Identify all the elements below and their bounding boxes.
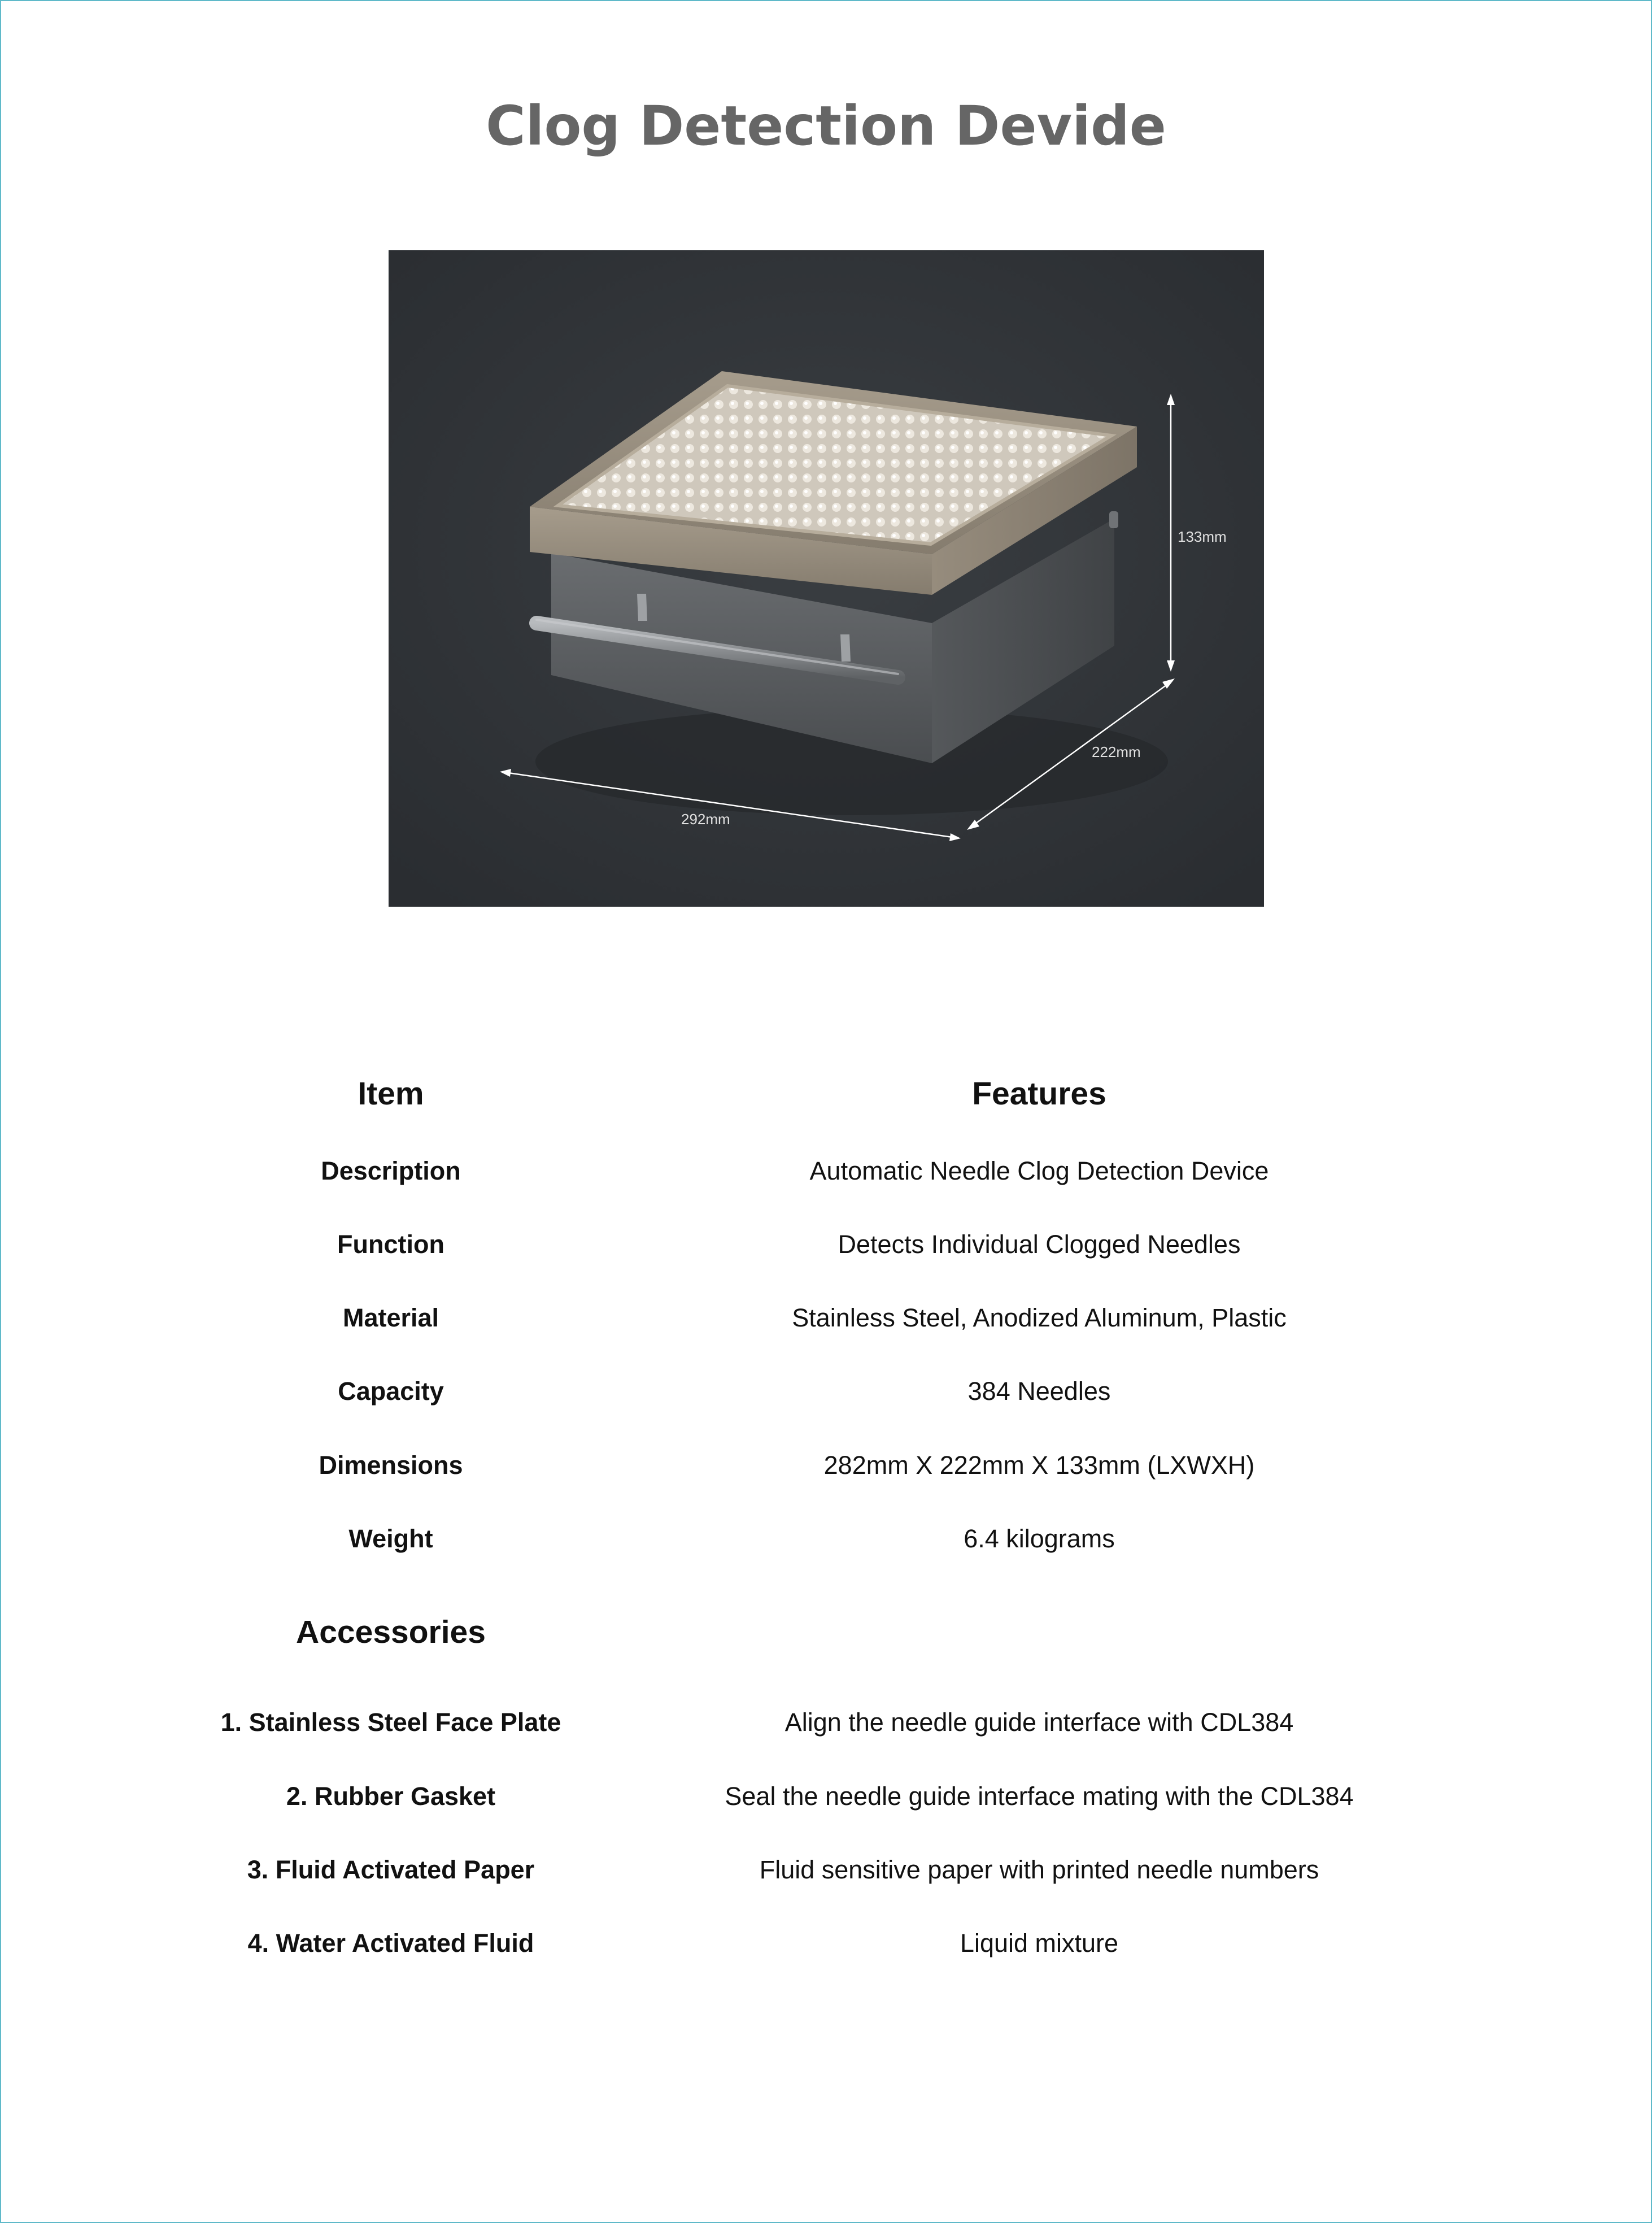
accessory-item: 1. Stainless Steel Face Plate bbox=[220, 1708, 561, 1737]
accessory-item: 3. Fluid Activated Paper bbox=[247, 1855, 535, 1884]
accessory-feature: Seal the needle guide interface mating with the CDL384 bbox=[725, 1782, 1354, 1811]
table-row-feature: 384 Needles bbox=[967, 1377, 1111, 1406]
table-row-feature: Detects Individual Clogged Needles bbox=[838, 1230, 1241, 1259]
table-row-feature: 282mm X 222mm X 133mm (LXWXH) bbox=[823, 1451, 1255, 1480]
page-title: Clog Detection Devide bbox=[486, 94, 1166, 158]
table-row-feature: Automatic Needle Clog Detection Device bbox=[809, 1156, 1269, 1185]
table-row-feature: Stainless Steel, Anodized Aluminum, Plastic bbox=[792, 1303, 1287, 1332]
accessory-item: 2. Rubber Gasket bbox=[286, 1782, 496, 1811]
table-row-item: Weight bbox=[348, 1524, 433, 1553]
table-header-item: Item bbox=[358, 1076, 424, 1112]
table-row-feature: 6.4 kilograms bbox=[964, 1524, 1115, 1553]
product-image bbox=[389, 250, 1264, 907]
accessories-heading: Accessories bbox=[296, 1614, 486, 1650]
side-knob bbox=[1109, 511, 1118, 528]
height-label: 133mm bbox=[1178, 528, 1227, 545]
table-row-item: Function bbox=[337, 1230, 444, 1259]
accessory-feature: Liquid mixture bbox=[960, 1929, 1119, 1957]
accessory-feature: Fluid sensitive paper with printed needle numbers bbox=[759, 1855, 1319, 1884]
table-header-features: Features bbox=[972, 1076, 1106, 1112]
depth-label: 222mm bbox=[1092, 743, 1141, 760]
table-row-item: Description bbox=[321, 1156, 461, 1185]
accessory-item: 4. Water Activated Fluid bbox=[247, 1929, 534, 1957]
length-label: 292mm bbox=[681, 811, 730, 828]
table-row-item: Dimensions bbox=[319, 1451, 463, 1480]
accessory-feature: Align the needle guide interface with CDL384 bbox=[784, 1708, 1294, 1737]
table-row-item: Material bbox=[342, 1303, 439, 1332]
table-row-item: Capacity bbox=[338, 1377, 444, 1406]
